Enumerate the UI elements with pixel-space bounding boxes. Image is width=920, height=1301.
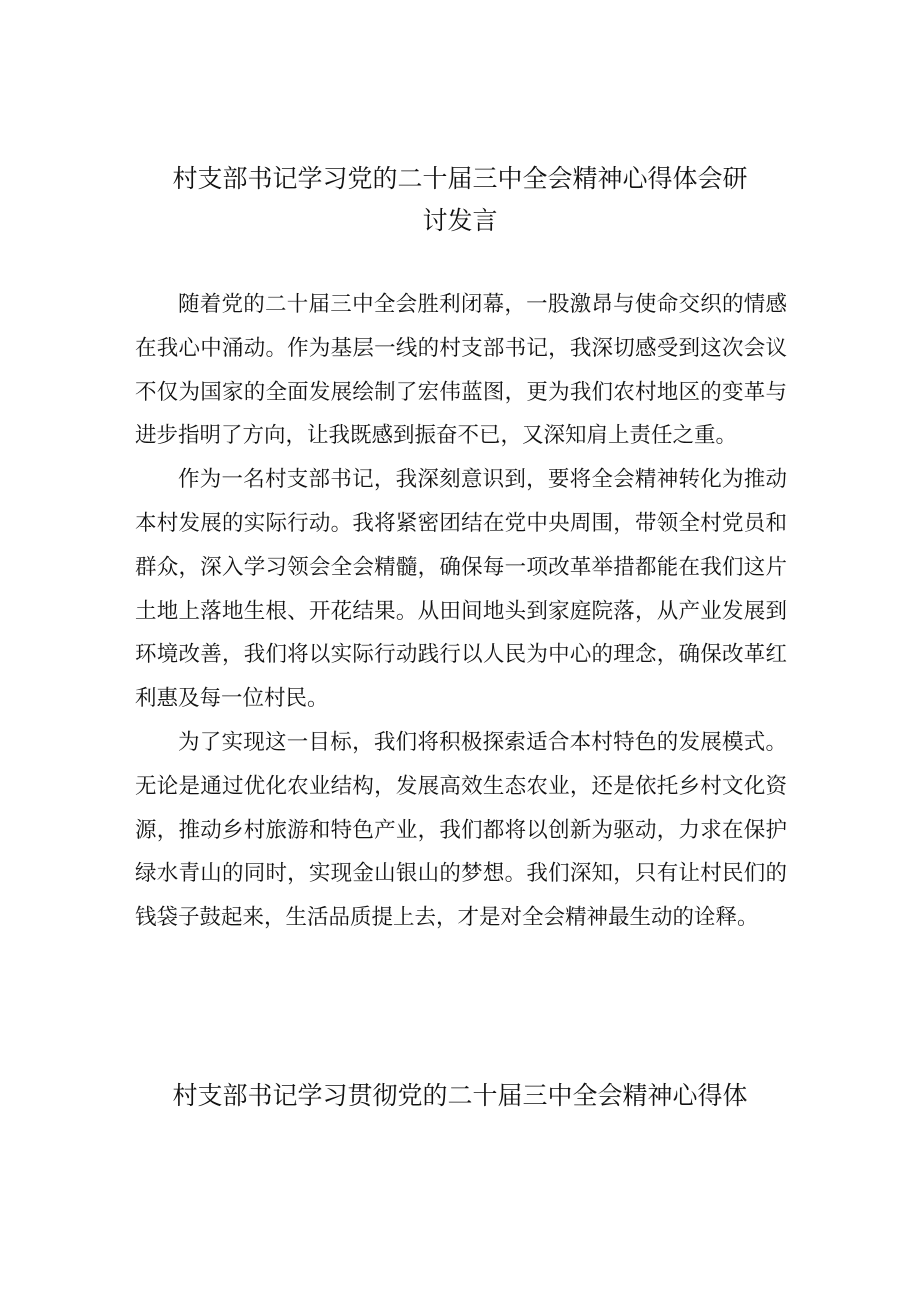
title-line-2: 讨发言 bbox=[422, 206, 498, 235]
document-body bbox=[135, 283, 787, 940]
next-section-title: 村支部书记学习贯彻党的二十届三中全会精神心得体 bbox=[172, 1081, 748, 1110]
paragraph-2: 作为一名村支部书记，我深刻意识到，要将全会精神转化为推动本村发展的实际行动。我将紧密团结在党中央周围，带领全村党员和群众，深入学习领会全会精髓，确保每一项改革举措都能在我们这片土地上落地生根、开花结果。从田间地头到家庭院落，从产业发展到环境改善，我们将以实际行动践行以人民为中心的理念，确保改革红利惠及每一位村民。 bbox=[135, 467, 787, 712]
paragraph-3: 为了实现这一目标，我们将积极探索适合本村特色的发展模式。无论是通过优化农业结构，发展高效生态农业，还是依托乡村文化资源，推动乡村旅游和特色产业，我们都将以创新为驱动，力求在保护绿水青山的同时，实现金山银山的梦想。我们深知，只有让村民们的钱袋子鼓起来，生活品质提上去，才是对全会精神最生动的诠释。 bbox=[135, 729, 787, 931]
document-title bbox=[100, 158, 820, 242]
paragraph-1: 随着党的二十届三中全会胜利闭幕，一股激昂与使命交织的情感在我心中涌动。作为基层一线的村支部书记，我深切感受到这次会议不仅为国家的全面发展绘制了宏伟蓝图，更为我们农村地区的变革与进步指明了方向，让我既感到振奋不已，又深知肩上责任之重。 bbox=[135, 292, 787, 449]
title-line-1: 村支部书记学习党的二十届三中全会精神心得体会研 bbox=[172, 164, 748, 193]
